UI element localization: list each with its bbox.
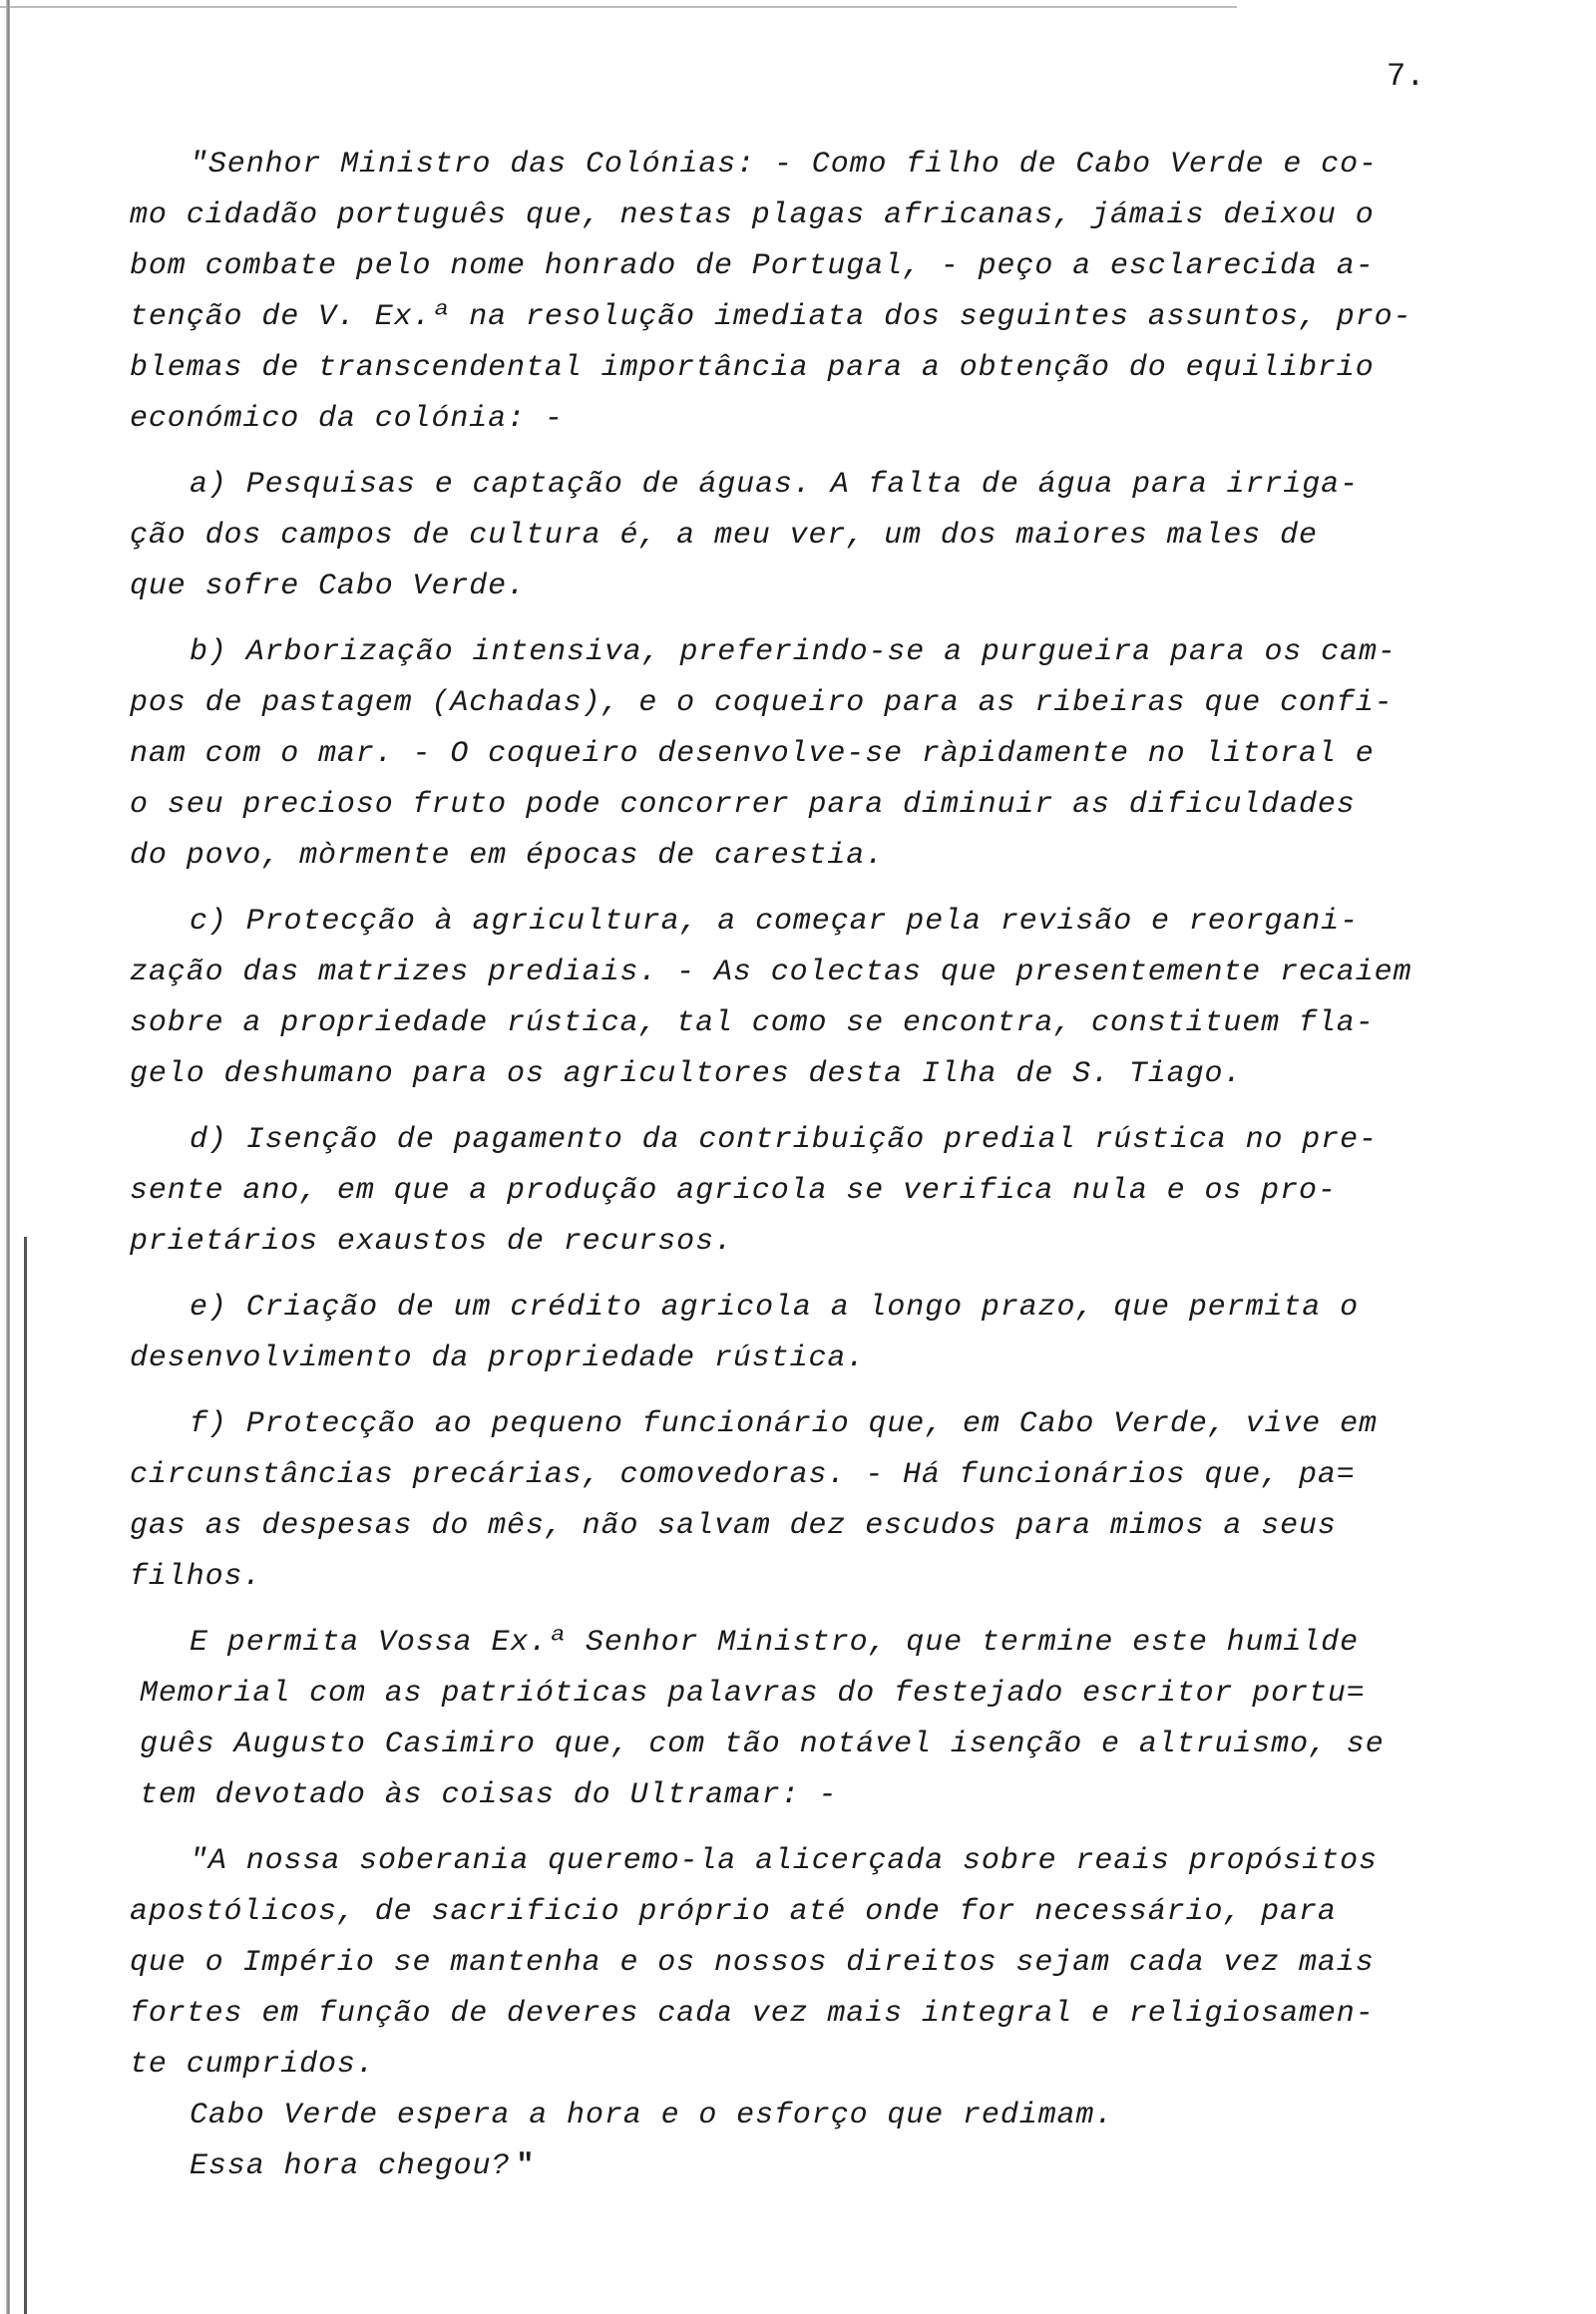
- top-edge-rule: [0, 6, 1237, 8]
- item-b-paragraph: [130, 627, 1556, 882]
- item-a-paragraph: [130, 460, 1556, 612]
- text-line: guês Augusto Casimiro que, com tão notável isenção e altruismo, se: [140, 1728, 1385, 1761]
- text-line: Cabo Verde espera a hora e o esforço que redimam.: [190, 2099, 1114, 2132]
- text-line: nam com o mar. - O coqueiro desenvolve-se ràpidamente no litoral e: [130, 737, 1375, 771]
- final-question: Essa hora chegou?: [190, 2149, 511, 2183]
- page-number: 7.: [1387, 58, 1425, 95]
- text-line: gelo deshumano para os agricultores desta Ilha de S. Tiago.: [130, 1057, 1243, 1091]
- text-line: zação das matrizes prediais. - As colectas que presentemente recaiem: [130, 956, 1412, 989]
- item-e-paragraph: [130, 1283, 1556, 1384]
- document-body: [130, 140, 1556, 2192]
- text-line: económico da colónia: -: [130, 402, 564, 436]
- closing-quote-mark: ": [516, 2149, 536, 2183]
- text-line: que sofre Cabo Verde.: [130, 570, 526, 603]
- text-line: desenvolvimento da propriedade rústica.: [130, 1342, 866, 1375]
- item-c-paragraph: [130, 897, 1556, 1100]
- text-line: E permita Vossa Ex.ª Senhor Ministro, que termine este humilde: [190, 1626, 1359, 1660]
- item-f-paragraph: [130, 1399, 1556, 1603]
- text-line: a) Pesquisas e captação de águas. A falta de água para irriga-: [190, 468, 1359, 502]
- text-line: do povo, mòrmente em épocas de carestia.: [130, 839, 885, 873]
- text-line: sente ano, em que a produção agricola se verifica nula e os pro-: [130, 1174, 1337, 1208]
- text-line: circunstâncias precárias, comovedoras. - Há funcionários que, pa=: [130, 1458, 1356, 1492]
- item-d-paragraph: [130, 1115, 1556, 1268]
- intro-paragraph: [130, 140, 1556, 445]
- text-line: c) Protecção à agricultura, a começar pela revisão e reorgani-: [190, 905, 1359, 939]
- text-line: f) Protecção ao pequeno funcionário que, em Cabo Verde, vive em: [190, 1407, 1378, 1441]
- left-margin-shadow: [24, 1237, 27, 2314]
- text-line: tem devotado às coisas do Ultramar: -: [140, 1778, 838, 1812]
- left-margin-edge: [6, 0, 10, 2314]
- quote-paragraph: [130, 1836, 1556, 2091]
- text-line: que o Império se mantenha e os nossos direitos sejam cada vez mais: [130, 1946, 1375, 1980]
- text-line: blemas de transcendental importância para a obtenção do equilibrio: [130, 351, 1375, 385]
- text-line: mo cidadão português que, nestas plagas africanas, jámais deixou o: [130, 198, 1375, 232]
- text-line: fortes em função de deveres cada vez mais integral e religiosamen-: [130, 1997, 1375, 2031]
- text-line: gas as despesas do mês, não salvam dez escudos para mimos a seus: [130, 1509, 1337, 1543]
- closing-paragraph: [140, 1618, 1556, 1821]
- text-line: te cumpridos.: [130, 2048, 375, 2082]
- text-line: [190, 2141, 1556, 2192]
- text-line: o seu precioso fruto pode concorrer para diminuir as dificuldades: [130, 788, 1356, 822]
- text-line: ção dos campos de cultura é, a meu ver, um dos maiores males de: [130, 519, 1318, 553]
- text-line: "A nossa soberania queremo-la alicerçada sobre reais propósitos: [190, 1844, 1378, 1878]
- text-line: Memorial com as patrióticas palavras do festejado escritor portu=: [140, 1677, 1366, 1711]
- text-line: e) Criação de um crédito agricola a longo prazo, que permita o: [190, 1291, 1359, 1325]
- text-line: "Senhor Ministro das Colónias: - Como filho de Cabo Verde e co-: [190, 148, 1378, 182]
- text-line: sobre a propriedade rústica, tal como se encontra, constituem fla-: [130, 1006, 1375, 1040]
- text-line: b) Arborização intensiva, preferindo-se a purgueira para os cam-: [190, 635, 1396, 669]
- text-line: filhos.: [130, 1560, 262, 1594]
- text-line: prietários exaustos de recursos.: [130, 1225, 733, 1259]
- final-lines: [190, 2091, 1556, 2192]
- text-line: apostólicos, de sacrificio próprio até onde for necessário, para: [130, 1895, 1337, 1929]
- text-line: pos de pastagem (Achadas), e o coqueiro para as ribeiras que confi-: [130, 686, 1394, 720]
- text-line: tenção de V. Ex.ª na resolução imediata dos seguintes assuntos, pro-: [130, 300, 1412, 334]
- text-line: d) Isenção de pagamento da contribuição predial rústica no pre-: [190, 1123, 1378, 1157]
- text-line: bom combate pelo nome honrado de Portugal, - peço a esclarecida a-: [130, 249, 1375, 283]
